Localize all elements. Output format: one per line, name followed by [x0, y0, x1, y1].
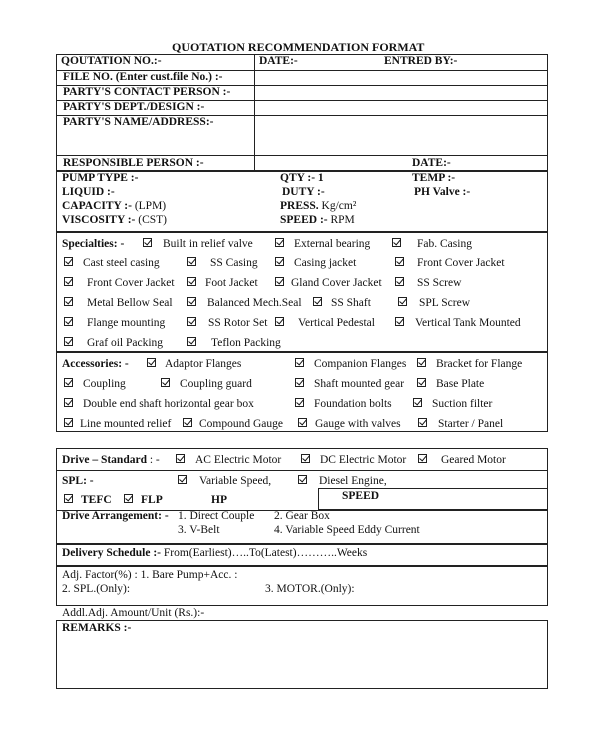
flange-mounting-checkbox[interactable] — [64, 317, 73, 326]
specialty-graf-oil-packing: Graf oil Packing — [87, 337, 164, 349]
speed-unit: RPM — [330, 214, 355, 226]
speed-box-label: SPEED — [342, 490, 380, 502]
drive-standard-row — [62, 454, 160, 466]
metal-bellow-seal-checkbox[interactable] — [64, 297, 73, 306]
ss-rotor-set-checkbox[interactable] — [187, 317, 196, 326]
accessories-label: Accessories: - — [62, 358, 129, 370]
specialty-external-bearing: External bearing — [294, 238, 371, 250]
press-label: PRESS. — [280, 200, 319, 212]
viscosity-label: VISCOSITY :- — [62, 214, 136, 226]
spl-label: SPL: - — [62, 475, 94, 487]
ac-motor-checkbox[interactable] — [176, 454, 185, 463]
front-cover-jacket-checkbox-right[interactable] — [395, 257, 404, 266]
date2-label: DATE:- — [412, 157, 451, 169]
specialty-ss-shaft: SS Shaft — [331, 297, 371, 309]
dept-design-label: PARTY'S DEPT./DESIGN :- — [63, 101, 205, 113]
name-address-label: PARTY'S NAME/ADDRESS:- — [63, 116, 214, 128]
tefc-label: TEFC — [81, 494, 112, 506]
ss-screw-checkbox[interactable] — [395, 277, 404, 286]
capacity-label: CAPACITY :- — [62, 200, 132, 212]
accessory-adaptor-flanges: Adaptor Flanges — [165, 358, 242, 370]
base-plate-checkbox[interactable] — [417, 378, 426, 387]
suction-filter-checkbox[interactable] — [413, 398, 422, 407]
double-end-shaft-checkbox[interactable] — [64, 398, 73, 407]
accessory-coupling: Coupling — [83, 378, 126, 390]
vertical-tank-mounted-checkbox[interactable] — [395, 317, 404, 326]
responsible-person-label: RESPONSIBLE PERSON :- — [63, 157, 204, 169]
companion-flanges-checkbox[interactable] — [295, 358, 304, 367]
specialty-vertical-pedestal: Vertical Pedestal — [298, 317, 375, 329]
specialty-balanced-mech-seal: Balanced Mech.Seal — [207, 297, 302, 309]
coupling-checkbox[interactable] — [64, 378, 73, 387]
adj-motor: 3. MOTOR.(Only): — [265, 583, 355, 595]
accessory-line-mounted-relief: Line mounted relief — [80, 418, 172, 430]
compound-gauge-checkbox[interactable] — [183, 418, 192, 427]
drive-standard-sep: : - — [149, 454, 160, 466]
fab-casing-checkbox[interactable] — [392, 238, 401, 247]
coupling-guard-checkbox[interactable] — [161, 378, 170, 387]
drive-geared-motor: Geared Motor — [441, 454, 506, 466]
dc-motor-checkbox[interactable] — [301, 454, 310, 463]
arrangement-direct-couple: 1. Direct Couple — [178, 510, 255, 522]
balanced-mech-seal-checkbox[interactable] — [187, 297, 196, 306]
ph-valve-label: PH Valve :- — [414, 186, 471, 198]
vertical-pedestal-checkbox[interactable] — [275, 317, 284, 326]
delivery-text: From(Earliest)…..To(Latest)………..Weeks — [163, 547, 368, 559]
diesel-engine-checkbox[interactable] — [298, 475, 307, 484]
press-unit: Kg/cm² — [321, 200, 357, 212]
accessory-compound-gauge: Compound Gauge — [199, 418, 284, 430]
specialties-section — [56, 232, 548, 352]
graf-oil-packing-checkbox[interactable] — [64, 337, 73, 346]
gland-cover-jacket-checkbox[interactable] — [275, 277, 284, 286]
specialty-ss-casing: SS Casing — [210, 257, 258, 269]
specialties-label: Specialties: - — [62, 238, 125, 250]
accessory-coupling-guard: Coupling guard — [180, 378, 252, 390]
pump-type-label: PUMP TYPE :- — [62, 172, 139, 184]
drive-standard-label: Drive – Standard — [62, 454, 147, 466]
variable-speed-checkbox[interactable] — [178, 475, 187, 484]
specialty-vertical-tank-mounted: Vertical Tank Mounted — [415, 317, 521, 329]
accessory-companion-flanges: Companion Flanges — [314, 358, 407, 370]
casing-jacket-checkbox[interactable] — [275, 257, 284, 266]
bracket-for-flange-checkbox[interactable] — [417, 358, 426, 367]
spl-screw-checkbox[interactable] — [398, 297, 407, 306]
ss-casing-checkbox[interactable] — [187, 257, 196, 266]
accessory-foundation-bolts: Foundation bolts — [314, 398, 392, 410]
adj-factor: Adj. Factor(%) : 1. Bare Pump+Acc. : — [62, 569, 238, 581]
temp-label: TEMP :- — [412, 172, 456, 184]
specialty-spl-screw: SPL Screw — [419, 297, 471, 309]
built-in-relief-valve-checkbox[interactable] — [143, 238, 152, 247]
flp-checkbox[interactable] — [124, 494, 133, 503]
entred-by-label: ENTRED BY:- — [384, 55, 458, 67]
accessory-starter-panel: Starter / Panel — [438, 418, 504, 430]
tefc-checkbox[interactable] — [64, 494, 73, 503]
teflon-packing-checkbox[interactable] — [187, 337, 196, 346]
specialty-ss-screw: SS Screw — [417, 277, 462, 289]
viscosity-unit: (CST) — [138, 214, 168, 226]
accessory-bracket-for-flange: Bracket for Flange — [436, 358, 523, 370]
accessory-base-plate: Base Plate — [436, 378, 485, 390]
specialty-front-cover-jacket-right: Front Cover Jacket — [417, 257, 505, 269]
accessory-gauge-with-valves: Gauge with valves — [315, 418, 401, 430]
arrangement-v-belt: 3. V-Belt — [178, 524, 220, 536]
ss-shaft-checkbox[interactable] — [313, 297, 322, 306]
quotation-no-label: QOUTATION NO.:- — [61, 55, 162, 67]
specialty-casing-jacket: Casing jacket — [294, 257, 357, 269]
specialty-fab-casing: Fab. Casing — [417, 238, 472, 250]
specialty-gland-cover-jacket: Gland Cover Jacket — [291, 277, 382, 289]
arrangement-gear-box: 2. Gear Box — [274, 510, 330, 522]
qty-label: QTY :- 1 — [280, 172, 324, 184]
foot-jacket-checkbox[interactable] — [187, 277, 196, 286]
specialty-teflon-packing: Teflon Packing — [211, 337, 281, 349]
form-title: QUOTATION RECOMMENDATION FORMAT — [172, 40, 425, 54]
delivery-row — [62, 547, 367, 559]
capacity-unit: (LPM) — [134, 200, 167, 212]
adaptor-flanges-checkbox[interactable] — [147, 358, 156, 367]
foundation-bolts-checkbox[interactable] — [295, 398, 304, 407]
specialty-flange-mounting: Flange mounting — [87, 317, 166, 329]
hp-label: HP — [211, 494, 227, 506]
contact-person-label: PARTY'S CONTACT PERSON :- — [63, 86, 231, 98]
duty-label: DUTY :- — [282, 186, 325, 198]
cast-steel-casing-checkbox[interactable] — [64, 257, 73, 266]
file-no-label: FILE NO. (Enter cust.file No.) :- — [63, 71, 223, 83]
specialty-foot-jacket: Foot Jacket — [205, 277, 258, 289]
geared-motor-checkbox[interactable] — [418, 454, 427, 463]
specialty-ss-rotor-set: SS Rotor Set — [208, 317, 268, 329]
front-cover-jacket-checkbox-left[interactable] — [64, 277, 73, 286]
liquid-label: LIQUID :- — [62, 186, 115, 198]
drive-variable-speed: Variable Speed, — [199, 475, 272, 487]
remarks-label: REMARKS :- — [62, 622, 132, 634]
specialty-metal-bellow-seal: Metal Bellow Seal — [87, 297, 173, 309]
speed-row — [280, 214, 355, 226]
viscosity-row — [62, 214, 167, 226]
date-label: DATE:- — [259, 55, 298, 67]
drive-arrangement-label: Drive Arrangement: - — [62, 510, 169, 522]
drive-dc-motor: DC Electric Motor — [320, 454, 407, 466]
adj-spl: 2. SPL.(Only): — [62, 583, 131, 595]
line-mounted-relief-checkbox[interactable] — [64, 418, 73, 427]
speed-label: SPEED :- — [280, 214, 328, 226]
delivery-label: Delivery Schedule :- — [62, 547, 162, 559]
addl-adj-amount: Addl.Adj. Amount/Unit (Rs.):- — [62, 607, 205, 619]
external-bearing-checkbox[interactable] — [275, 238, 284, 247]
gauge-with-valves-checkbox[interactable] — [298, 418, 307, 427]
flp-label: FLP — [141, 494, 163, 506]
capacity-row — [62, 200, 166, 212]
specialty-built-in-relief-valve: Built in relief valve — [163, 238, 253, 250]
drive-ac-motor: AC Electric Motor — [195, 454, 282, 466]
starter-panel-checkbox[interactable] — [418, 418, 427, 427]
accessory-suction-filter: Suction filter — [432, 398, 493, 410]
specialty-cast-steel-casing: Cast steel casing — [83, 257, 160, 269]
accessory-shaft-mounted-gear: Shaft mounted gear — [314, 378, 405, 390]
shaft-mounted-gear-checkbox[interactable] — [295, 378, 304, 387]
drive-diesel-engine: Diesel Engine, — [319, 475, 387, 487]
specialty-front-cover-jacket-left: Front Cover Jacket — [87, 277, 175, 289]
accessory-double-end-shaft: Double end shaft horizontal gear box — [83, 398, 254, 410]
press-row — [280, 200, 356, 212]
arrangement-variable-speed-eddy: 4. Variable Speed Eddy Current — [274, 524, 420, 536]
